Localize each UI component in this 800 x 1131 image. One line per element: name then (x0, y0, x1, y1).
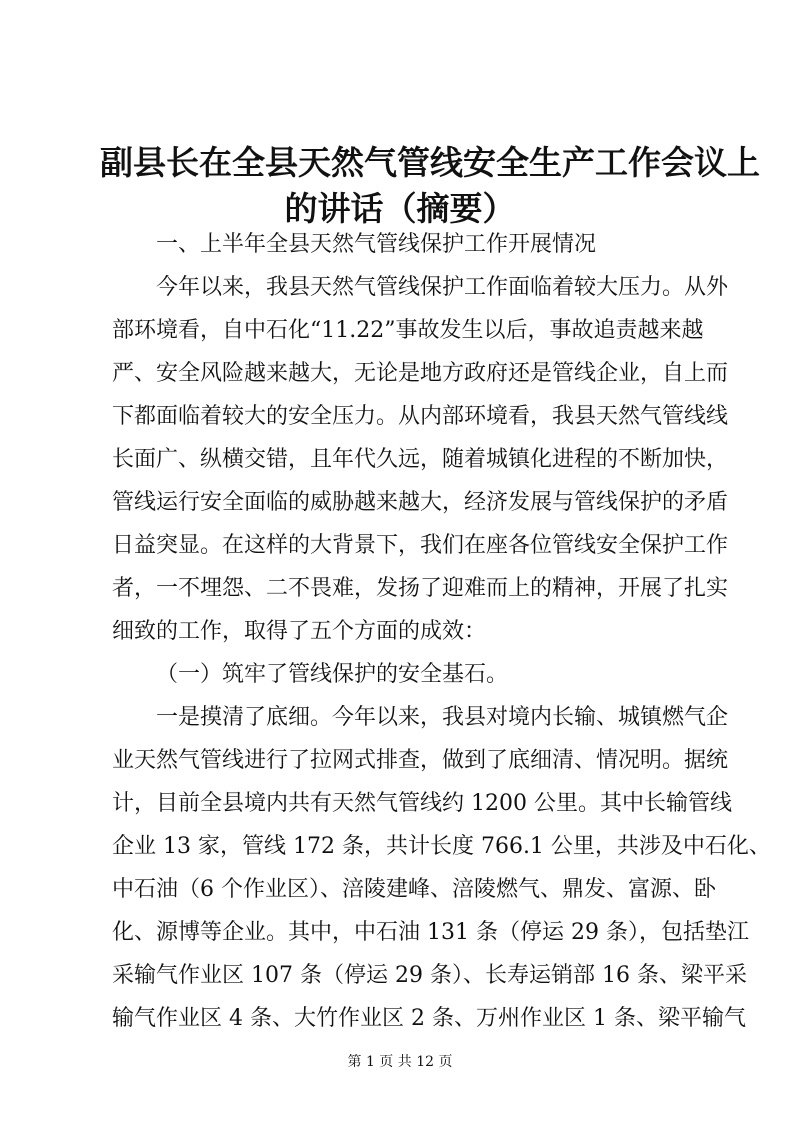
paragraph-line: 采输气作业区 107 条（停运 29 条）、长寿运销部 16 条、梁平采 (112, 963, 747, 988)
paragraph-line: 中石油（6 个作业区）、涪陵建峰、涪陵燃气、鼎发、富源、卧 (112, 877, 716, 902)
paragraph-line: 计，目前全县境内共有天然气管线约 1200 公里。其中长输管线 (112, 791, 732, 816)
paragraph-line: 下都面临着较大的安全压力。从内部环境看，我县天然气管线线 (112, 404, 729, 429)
subsection-heading: （一）筑牢了管线保护的安全基石。 (156, 662, 509, 687)
paragraph-line: 者，一不埋怨、二不畏难，发扬了迎难而上的精神，开展了扎实 (112, 576, 729, 601)
paragraph-line: 部环境看，自中石化“11.22”事故发生以后，事故追责越来越 (112, 318, 704, 343)
paragraph-line: 管线运行安全面临的威胁越来越大，经济发展与管线保护的矛盾 (112, 490, 729, 515)
section-heading: 一、上半年全县天然气管线保护工作开展情况 (156, 232, 597, 257)
paragraph-line: 严、安全风险越来越大，无论是地方政府还是管线企业，自上而 (112, 361, 729, 386)
paragraph-line: 日益突显。在这样的大背景下，我们在座各位管线安全保护工作 (112, 533, 729, 558)
paragraph-line: 细致的工作，取得了五个方面的成效： (112, 619, 487, 644)
paragraph-line: 业天然气管线进行了拉网式排查，做到了底细清、情况明。据统 (112, 748, 729, 773)
paragraph-line: 长面广、纵横交错，且年代久远，随着城镇化进程的不断加快， (112, 447, 729, 472)
paragraph-line: 企业 13 家，管线 172 条，共计长度 766.1 公里，共涉及中石化、 (112, 834, 771, 859)
paragraph-line: 输气作业区 4 条、大竹作业区 2 条、万州作业区 1 条、梁平输气 (112, 1006, 746, 1031)
paragraph-line: 一是摸清了底细。今年以来，我县对境内长输、城镇燃气企 (156, 705, 729, 730)
paragraph-line: 今年以来，我县天然气管线保护工作面临着较大压力。从外 (156, 275, 729, 300)
paragraph-line: 化、源博等企业。其中，中石油 131 条（停运 29 条），包括垫江 (112, 920, 749, 945)
page-footer: 第 1 页 共 12 页 (347, 1054, 453, 1070)
document-title-line-1: 副县长在全县天然气管线安全生产工作会议上 (100, 143, 760, 182)
document-title-line-2: 的讲话（摘要） (284, 189, 516, 228)
